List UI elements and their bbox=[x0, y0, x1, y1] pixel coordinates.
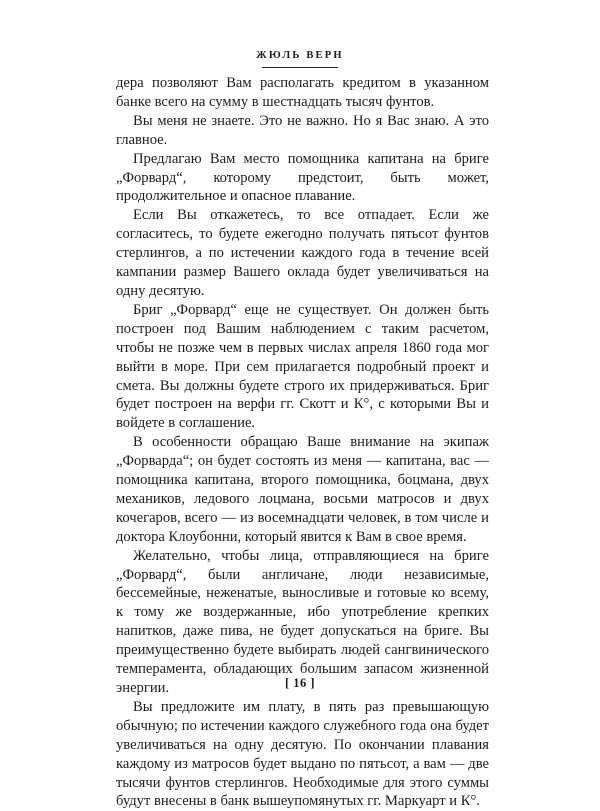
paragraph-1: дера позволяют Вам располагать кредитом в указанном банке всего на сумму в шестнадцать тысяч фунтов. bbox=[116, 75, 489, 110]
paragraph-3: Предлагаю Вам место помощника капитана на бриге „Форвард“, которому предстоит, быть может, продолжительное и опасное плавание. bbox=[116, 150, 489, 205]
paragraph-5: Бриг „Форвард“ еще не существует. Он должен быть построен под Вашим наблюдением с таким расчетом, чтобы не позже чем в первых числах апреля 1860 года мог выйти в море. При сем прилагается подробный проект и смета. Вы должны будете строго их придерживаться. Бриг будет построен на верфи гг. Скотт и К°, с которыми Вы и войдете в соглашение. bbox=[116, 301, 489, 432]
header-rule bbox=[262, 67, 338, 68]
paragraph-2: Вы меня не знаете. Это не важно. Но я Вас знаю. А это главное. bbox=[116, 112, 489, 148]
main-text-block bbox=[116, 74, 489, 811]
paragraph-4: Если Вы откажетесь, то все отпадает. Если же согласитесь, то будете ежегодно получать пятьсот фунтов стерлингов, а по истечении каждого года в течение всей кампании размер Вашего оклада будет увеличиваться на одну десятую. bbox=[116, 207, 489, 299]
page-number: [ 16 ] bbox=[284, 676, 316, 690]
running-head-author: ЖЮЛЬ ВЕРН bbox=[256, 50, 344, 61]
paragraph-8: Вы предложите им плату, в пять раз превышающую обычную; по истечении каждого служебного года она будет увеличиваться на одну десятую. По окончании плавания каждому из матросов будет выдано по пятьсот, а вам — две тысячи фунтов стерлингов. Необходимые для этого суммы будут внесены в банк вышеупомянутых гг. Маркуарт и К°. bbox=[116, 698, 489, 810]
paragraph-6: В особенности обращаю Ваше внимание на экипаж „Форварда“; он будет состоять из меня — капитана, вас — помощника капитана, второго помощника, боцмана, двух механиков, ледового лоцмана, восьми матросов и двух кочегаров, всего — из восемнадцати человек, в том числе и доктора Клоубонни, который явится к Вам в свое время. bbox=[116, 434, 489, 545]
paragraph-7: Желательно, чтобы лица, отправляющиеся на бриге „Форвард“, были англичане, люди независимые, бессемейные, неженатые, выносливые и готовые ко всему, к тому же воздержанные, ибо употребление крепких напитков, даже пива, не будет допускаться на бриге. Вы преимущественно будете выбирать людей сангвинического темперамента, обладающих большим запасом жизненной энергии. bbox=[116, 547, 489, 696]
